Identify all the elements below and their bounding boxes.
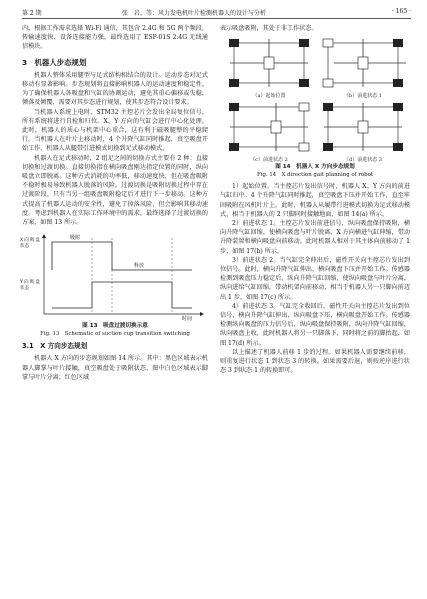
subsection-heading: 3.1 X 方向步态规划: [22, 342, 88, 351]
paragraph: 机器人在足式移动时，2 组足之间的切换方式主要有 2 种：直接切换和过渡切换。直接切换指在横向吸盘刚达指定位置的同时，纵向吸盘立即脱离。这种方式消耗的功率低，移动速度快，但在吸盘吸附不稳时极易导致机器人脱落的风险。过渡切换是吸附切换过程中存在过渡阶段，只有当另一组吸盘吸附稳定后才进行下一步移动。这种方式提高了机器人运动的安全性，避免了掉落风险，但会影响其移动速度。考虑到机器人在实际工作环境中的需求，最终选择了过渡切换的方案，如图 13 所示。: [22, 154, 208, 227]
paragraph: 表示吸盘吸附，其处于非工作状态。: [220, 25, 318, 32]
label-release: 释放: [134, 263, 145, 270]
state-label-b: （b）前进状态 1: [344, 93, 382, 100]
robot-diagram-c: [226, 101, 312, 164]
paragraph: 机器人整体采用腿型与足式结构相结合的设计。运动步态对足式移动有显著影响。步态规划将直接影响机器人的运动速度和稳定性。为了确保机器人各吸盘和气缸的协调运动，避免其重心偏移或失稳，倾落及倾覆，需要对其步态进行规划，使其步态符合设计要求。: [22, 71, 208, 107]
issue-number: 第 2 期: [22, 10, 42, 17]
page-number: · 165 ·: [391, 8, 411, 15]
figure-14: [220, 35, 410, 180]
header-rule: [22, 18, 411, 19]
y-label-x-suction: X向吸盘状态: [20, 238, 40, 250]
robot-diagram-d: [320, 101, 406, 164]
figure-13: [22, 230, 208, 338]
section-heading: 3 机器人步态规划: [22, 57, 87, 67]
paragraph: 机器人 X 方向的步态规划如图 14 所示。其中：黑色区域表示机器人脚掌与叶片接触，真空吸盘处于吸附状态，图中白色区域表示脚掌与叶片分离；红色区域: [22, 355, 208, 381]
y-label-y-suction: Y向吸盘状态: [20, 280, 40, 292]
paragraph: 2）前进状态 1。主控芯片发出前进信号，纵向吸盘保持吸附，横向升降气缸回缩，使横向吸盘与叶片脱离，X 方向横进气缸伸缩，带动升降装置和横向吸盘向前移动。此时机器人相对于其主体向前移动了 1 步，如图 17(b) 所示。: [220, 220, 410, 255]
authors-title: 张 岩，等：风力发电机叶片检测机器人的设计与分析: [122, 10, 267, 17]
paragraph: 内，根据工作需求选择 Wi-Fi 通信，其包含 2.4G 和 5G 两个频段，传输速度快、设备连接能力强，最终选用了 ESP-01S 2.4G 无线通信模块。: [22, 25, 208, 51]
state-label-c: （c）前进状态 2: [250, 157, 288, 164]
left-column: [22, 24, 208, 382]
paragraph: 3）前进状态 2。当气缸完全伸出后，磁性开关向主控芯片发出到位信号。此时，横向升降气缸伸出，横向吸盘下压并开始工作。传感器检测到吸盘压力稳定后，纵向升降气缸回缩，使纵向吸盘与叶片分离，纵向进给气缸回缩，带动机架向前移动，相当于机器人另一只脚向前迈出 1 步，如图 17(c) 所示。: [220, 256, 410, 301]
robot-diagram-a: [226, 37, 312, 100]
robot-diagram-b: [320, 37, 406, 100]
state-label-d: （d）前进状态 3: [344, 157, 382, 164]
paragraph: 当机器人系统上电时，STM32 主控芯片会发出全局复位信号，所有系统将进行自检和归位。X、Y 方向的气缸会进行中心化处理。此时，机器人的质心与机架中心重合，这有利于磁吸腿整的平稳爬行。当机器人在叶片上移动时，4 个升降气缸同时推起，真空吸盘开始工作，机器人从腿带引进模式切换到足式移动模式。: [22, 108, 208, 153]
figure-14-caption-cn: 图 14 机器人 X 方向步态规划: [275, 164, 355, 171]
right-column: [220, 24, 410, 375]
suction-switch-diagram: [22, 230, 208, 322]
figure-13-caption-cn: 图 13 吸盘过渡切换示意: [82, 323, 148, 330]
label-adsorb: 吸附: [70, 235, 81, 242]
paragraph: 4）前进状态 3。气缸完全收回后，磁性开关向主控芯片发出到位信号，横向升降气缸伸出，纵向吸盘下压，横向吸盘开始工作。传感器检测纵向吸盘的压力信号后，纵向吸盘保持吸附，纵向升降气缸回缩，纵向吸盘上收，此时机器人将另一只脚落下，同时将之前的脚抬起，如图 17(d) 所示。: [220, 302, 410, 347]
paragraph: 1）起始位置。当主控芯片发出信号时，机器人 X、Y 方向的前进气缸归中。4 个升降气缸同时推起，真空吸盘下压并开始工作，直至牢固吸附在风机叶片上。此时，机器人从履带行进模式切换为足式移动模式，相当于机器人的 2 只脚同时接触地面，如图 14(a) 所示。: [220, 183, 410, 218]
x-axis-label: 时间: [182, 316, 193, 323]
state-label-a: （a）起始位置: [252, 93, 286, 100]
paragraph: 以上描述了机器人前移 1 步的过程。如果机器人需要继续前移，则重复进行状态 1 到状态 3 的转换。如果需要后退，则按逆序进行状态 3 到状态 1 的转换即可。: [220, 348, 410, 375]
figure-14-caption-en: Fig. 14 X direction gait planning of robot: [256, 172, 374, 179]
figure-13-caption-en: Fig. 13 Schematic of suction cup transition switching: [40, 331, 190, 338]
